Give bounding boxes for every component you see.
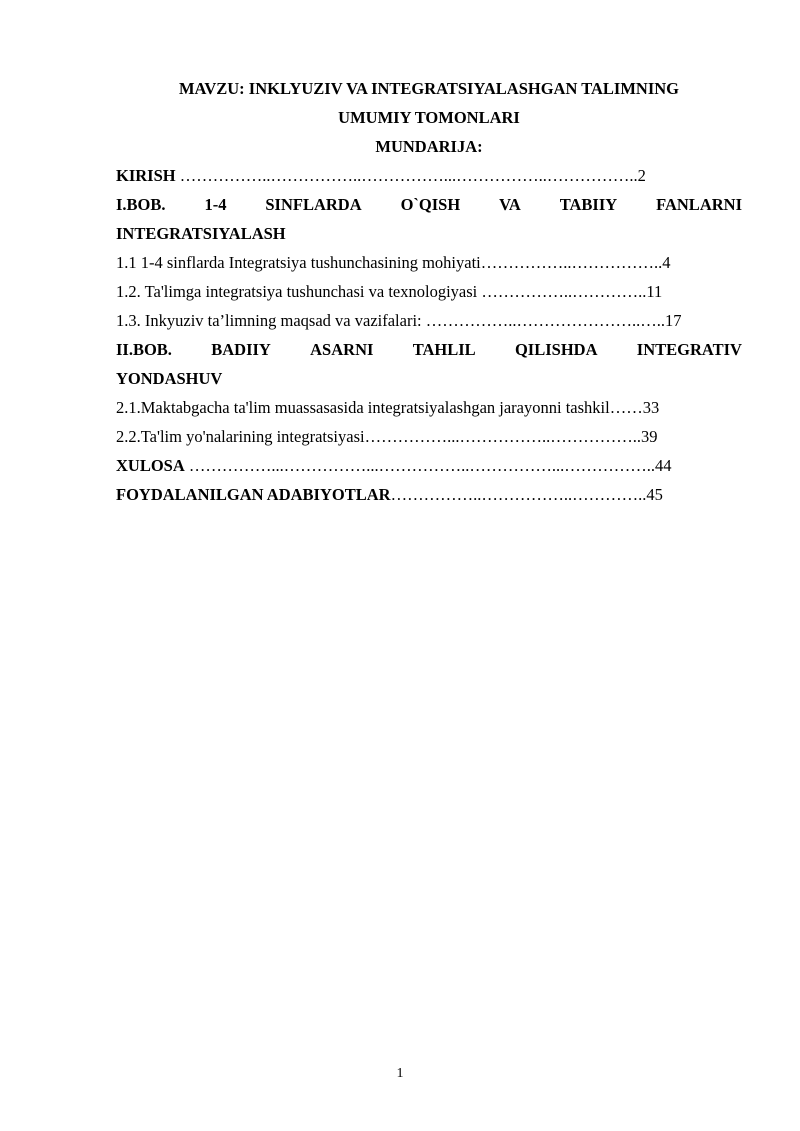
chapter-word: BADIIY <box>211 340 271 359</box>
toc-entry-1-3: 1.3. Inkyuziv ta’limning maqsad va vazifalari: ……………..…………………..…..17 <box>116 311 682 330</box>
toc-entry-1-2: 1.2. Ta'limga integratsiya tushunchasi va texnologiyasi ……………..…………..11 <box>116 282 663 301</box>
chapter-word: QILISHDA <box>514 340 598 359</box>
toc-entry-kirish <box>116 161 742 190</box>
toc-entry-xulosa <box>116 451 742 480</box>
toc-entry-leader: ……………..……………..…………..45 <box>390 485 663 504</box>
chapter-word: I.BOB. <box>116 195 166 214</box>
toc-entry-leader: ……………...……………...……………..……………...……………..44 <box>184 456 672 475</box>
toc-entry-label: FOYDALANILGAN ADABIYOTLAR <box>116 485 391 504</box>
chapter-word: TAHLIL <box>412 340 476 359</box>
toc-entry-adabiyotlar <box>116 480 742 509</box>
toc-entry-2-1: 2.1.Maktabgacha ta'lim muassasasida integratsiyalashgan jarayonni tashkil……33 <box>116 398 660 417</box>
chapter-word: FANLARNI <box>656 195 742 214</box>
toc-entry-leader: ……………..……………..……………...……………..……………..2 <box>175 166 646 185</box>
toc-entry-2-2: 2.2.Ta'lim yo'nalarining integratsiyasi……………...……………..……………..39 <box>116 427 658 446</box>
contents-heading: MUNDARIJA: <box>375 137 483 156</box>
chapter-word: VA <box>499 195 521 214</box>
chapter-word: SINFLARDA <box>265 195 362 214</box>
toc-chapter-2-heading-line-2: YONDASHUV <box>116 369 223 388</box>
document-title-line-2: UMUMIY TOMONLARI <box>338 108 520 127</box>
toc-entry-label: KIRISH <box>116 166 176 185</box>
toc-chapter-2-heading <box>116 335 742 364</box>
page-number: 1 <box>396 1066 404 1081</box>
chapter-word: ASARNI <box>310 340 374 359</box>
document-title-line-1: MAVZU: INKLYUZIV VA INTEGRATSIYALASHGAN TALIMNING <box>178 79 680 98</box>
document-page <box>116 74 742 509</box>
toc-chapter-1-heading <box>116 190 742 219</box>
chapter-word: INTEGRATIV <box>636 340 742 359</box>
chapter-word: TABIIY <box>559 195 618 214</box>
toc-entry-1-1: 1.1 1-4 sinflarda Integratsiya tushunchasining mohiyati……………..……………..4 <box>116 253 671 272</box>
chapter-word: O`QISH <box>400 195 461 214</box>
toc-chapter-1-heading-line-2: INTEGRATSIYALASH <box>116 224 286 243</box>
chapter-word: 1-4 <box>204 195 227 214</box>
chapter-word: II.BOB. <box>116 340 172 359</box>
toc-entry-label: XULOSA <box>116 456 185 475</box>
